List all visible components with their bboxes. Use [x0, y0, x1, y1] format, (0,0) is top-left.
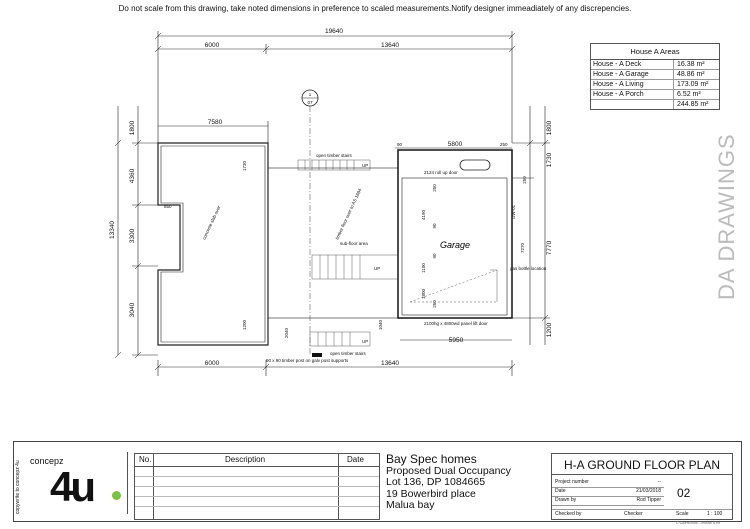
area-value: 48.86 m² [677, 71, 705, 78]
dim-left-3040: 3040 [129, 302, 136, 318]
dim-g-250a: 250 [432, 184, 437, 192]
area-value: 16.38 m² [677, 61, 705, 68]
table-row [591, 90, 719, 100]
dim-top-total: 19640 [324, 28, 344, 35]
dim-inner-850: 850 [164, 204, 172, 209]
dim-250a: 250 [500, 142, 508, 147]
label-gas-bottle: gas bottle location [510, 266, 547, 271]
sheet-title: H-A GROUND FLOOR PLAN [552, 456, 732, 475]
label-open-stairs-bottom: open timber stairs [330, 351, 366, 356]
project-number-label: Project number [555, 479, 589, 485]
label-up-3: UP [362, 339, 369, 344]
rev-date-header: Date [347, 455, 364, 464]
label-subfloor: sub-floor area [340, 241, 368, 246]
sheet-number: 02 [677, 486, 691, 500]
dim-g-90a: 90 [432, 223, 437, 229]
rev-no-header: No. [139, 455, 152, 464]
label-open-stairs-top: open timber stairs [316, 153, 352, 158]
areas-table [590, 43, 720, 110]
divider [135, 476, 379, 477]
checked-value: Checker [624, 511, 643, 517]
drawn-row [552, 496, 664, 506]
table-row [591, 70, 719, 80]
label-up-2: UP [374, 266, 381, 271]
dim-bot-13640: 13640 [380, 360, 400, 367]
dim-right-1200: 1200 [546, 322, 553, 338]
dim-left-3300: 3300 [129, 228, 136, 244]
dim-bot-6000: 6000 [204, 360, 220, 367]
area-name: House - A Living [591, 80, 674, 89]
project-client: Bay Spec homes [386, 452, 477, 466]
da-drawings-label [708, 133, 739, 300]
dim-top-left: 6000 [204, 42, 220, 49]
label-lift-door: 2100hg x 4800wd panel lift door [424, 321, 488, 326]
project-number-value: -- [657, 479, 661, 485]
label-up-1: UP [362, 163, 369, 168]
dim-right-1800: 1800 [546, 120, 553, 136]
dim-g-250b: 250 [522, 176, 527, 184]
dim-g-90b: 90 [432, 253, 437, 259]
scale-label: Scale [676, 511, 689, 517]
drawing-note: Do not scale from this drawing, take noted dimensions in preference to scaled measurements.Notify designer immeadiately of any discrepencies. [118, 4, 632, 13]
revision-table [134, 453, 380, 520]
sheet-info [551, 453, 733, 520]
dim-left-4360: 4360 [129, 168, 136, 184]
label-post: 90 x 90 timber post on galv post supports [266, 358, 349, 363]
section-number: 1 [308, 92, 312, 97]
dim-inner-1040: 1040 [378, 319, 383, 331]
project-line: 19 Bowerbird place [386, 487, 476, 500]
divider [135, 506, 379, 507]
label-slab: concrete slab over [201, 204, 222, 241]
brand-name: concepz [30, 456, 64, 466]
date-value: 21/03/2018 [635, 488, 661, 494]
dim-right-7770: 7770 [546, 240, 553, 256]
dim-left-1800: 1800 [129, 120, 136, 136]
dim-g-4190: 4190 [421, 209, 426, 221]
dim-5800: 5800 [447, 141, 463, 148]
rev-desc-header: Description [225, 455, 266, 464]
date-label: Date [555, 488, 566, 494]
dim-inner-1730: 1730 [242, 160, 247, 172]
project-line: Lot 136, DP 1084665 [386, 476, 486, 488]
label-rollup-door: 2124 roll up door [424, 170, 458, 175]
area-value: 6.52 m² [677, 91, 701, 98]
da-drawings-text: DA DRAWINGS [714, 133, 739, 300]
dim-5950: 5950 [448, 337, 464, 344]
area-value: 173.09 m² [677, 81, 709, 88]
drawn-label: Drawn by [555, 497, 577, 503]
dim-90a: 90 [397, 142, 403, 147]
divider [135, 496, 379, 497]
area-name: House - A Porch [591, 90, 674, 99]
checked-label: Checked by [555, 511, 582, 517]
area-name: House - A Garage [591, 70, 674, 79]
logo-dot-icon [112, 491, 121, 500]
table-row [591, 80, 719, 90]
project-line: Malua bay [386, 499, 435, 511]
project-info [386, 454, 511, 512]
table-row [591, 60, 719, 70]
logo: 4u [50, 463, 94, 510]
checked-row [552, 509, 732, 519]
section-sheet: 07 [307, 100, 313, 105]
area-total: 244.85 m² [677, 101, 709, 108]
dim-top-right: 13640 [380, 42, 400, 49]
file-footnote: C:\Users\Rod\...\House A.rvt [676, 521, 720, 525]
label-timber-floor: timber floor over to AS 1684 [334, 187, 363, 241]
scale-value: 1 : 100 [707, 511, 723, 517]
project-line: Proposed Dual Occupancy [386, 464, 511, 477]
drawn-value: Rod Tipper [636, 497, 661, 503]
dim-right-1730: 1730 [546, 152, 553, 168]
copyright [15, 446, 25, 516]
dim-g-7270: 7270 [520, 242, 525, 254]
dim-left-total: 13340 [109, 220, 116, 240]
dim-g-1800: 1800 [421, 288, 426, 300]
dim-g-1100: 1100 [421, 263, 426, 273]
divider [135, 486, 379, 487]
table-row [591, 100, 719, 109]
areas-title: House A Areas [591, 44, 719, 60]
area-name: House - A Deck [591, 60, 674, 69]
revision-header [135, 454, 379, 467]
label-gw: GW-01 [511, 204, 516, 220]
dim-inner-2040: 2040 [284, 327, 289, 339]
area-name [591, 100, 674, 109]
label-garage: Garage [440, 240, 471, 250]
dim-inner-1200: 1200 [242, 319, 247, 331]
dim-7580: 7580 [207, 119, 223, 126]
dim-g-250c: 250 [432, 300, 437, 308]
copyright-text: copywrite to concepz 4u [15, 460, 21, 514]
